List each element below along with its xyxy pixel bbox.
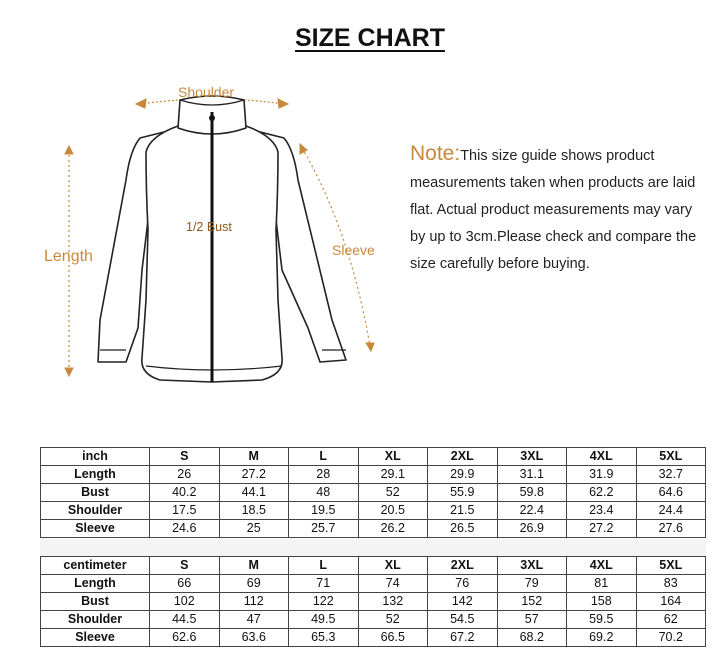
size-note bbox=[410, 140, 710, 278]
header-cell: 2XL bbox=[428, 448, 498, 466]
page-title bbox=[0, 24, 720, 53]
table-cell: 62.2 bbox=[567, 484, 637, 502]
header-cell: centimeter bbox=[41, 557, 150, 575]
table-cell: 52 bbox=[358, 611, 428, 629]
table-cell: 18.5 bbox=[219, 502, 289, 520]
row-label: Bust bbox=[41, 593, 150, 611]
header-cell: L bbox=[289, 557, 359, 575]
header-cell: 3XL bbox=[497, 557, 567, 575]
table-header-row bbox=[41, 557, 706, 575]
header-cell: M bbox=[219, 557, 289, 575]
title-text: SIZE CHART bbox=[295, 24, 445, 52]
table-row bbox=[41, 484, 706, 502]
header-cell: 4XL bbox=[567, 557, 637, 575]
table-cell: 24.6 bbox=[150, 520, 220, 538]
table-cell: 26 bbox=[150, 466, 220, 484]
row-label: Shoulder bbox=[41, 502, 150, 520]
table-cell: 71 bbox=[289, 575, 359, 593]
table-cell: 69.2 bbox=[567, 629, 637, 647]
shoulder-label: Shoulder bbox=[178, 84, 235, 100]
table-cell: 31.9 bbox=[567, 466, 637, 484]
table-row bbox=[41, 520, 706, 538]
note-text: This size guide shows product measurements taken when products are laid flat. Actual product measurements may vary by up to 3cm.Please check and compare the size carefully before buying. bbox=[410, 148, 697, 272]
table-cell: 40.2 bbox=[150, 484, 220, 502]
table-row bbox=[41, 575, 706, 593]
header-cell: 2XL bbox=[428, 557, 498, 575]
table-cell: 66.5 bbox=[358, 629, 428, 647]
table-cell: 26.2 bbox=[358, 520, 428, 538]
table-cell: 20.5 bbox=[358, 502, 428, 520]
table-cell: 76 bbox=[428, 575, 498, 593]
table-cell: 68.2 bbox=[497, 629, 567, 647]
header-cell: XL bbox=[358, 448, 428, 466]
table-cell: 26.5 bbox=[428, 520, 498, 538]
header-cell: S bbox=[150, 557, 220, 575]
row-label: Sleeve bbox=[41, 629, 150, 647]
table-cell: 44.5 bbox=[150, 611, 220, 629]
table-cell: 112 bbox=[219, 593, 289, 611]
table-cell: 27.6 bbox=[636, 520, 706, 538]
table-cell: 21.5 bbox=[428, 502, 498, 520]
table-cell: 74 bbox=[358, 575, 428, 593]
table-cell: 132 bbox=[358, 593, 428, 611]
header-cell: 4XL bbox=[567, 448, 637, 466]
table-cell: 55.9 bbox=[428, 484, 498, 502]
table-cell: 48 bbox=[289, 484, 359, 502]
table-row bbox=[41, 611, 706, 629]
table-cell: 44.1 bbox=[219, 484, 289, 502]
table-cell: 31.1 bbox=[497, 466, 567, 484]
header-cell: L bbox=[289, 448, 359, 466]
table-cell: 66 bbox=[150, 575, 220, 593]
table-cell: 52 bbox=[358, 484, 428, 502]
table-row bbox=[41, 629, 706, 647]
header-cell: S bbox=[150, 448, 220, 466]
table-cell: 63.6 bbox=[219, 629, 289, 647]
table-cell: 62.6 bbox=[150, 629, 220, 647]
note-label: Note: bbox=[410, 142, 461, 165]
table-cell: 27.2 bbox=[219, 466, 289, 484]
table-cell: 28 bbox=[289, 466, 359, 484]
table-cell: 57 bbox=[497, 611, 567, 629]
table-cell: 25.7 bbox=[289, 520, 359, 538]
table-cell: 158 bbox=[567, 593, 637, 611]
table-row bbox=[41, 466, 706, 484]
table-cell: 49.5 bbox=[289, 611, 359, 629]
table-cell: 70.2 bbox=[636, 629, 706, 647]
cm-size-table bbox=[40, 556, 706, 647]
table-cell: 62 bbox=[636, 611, 706, 629]
table-cell: 32.7 bbox=[636, 466, 706, 484]
table-cell: 54.5 bbox=[428, 611, 498, 629]
table-separator bbox=[40, 539, 706, 556]
table-cell: 102 bbox=[150, 593, 220, 611]
table-cell: 24.4 bbox=[636, 502, 706, 520]
table-cell: 29.9 bbox=[428, 466, 498, 484]
table-cell: 27.2 bbox=[567, 520, 637, 538]
table-cell: 25 bbox=[219, 520, 289, 538]
row-label: Bust bbox=[41, 484, 150, 502]
header-cell: 3XL bbox=[497, 448, 567, 466]
table-cell: 59.8 bbox=[497, 484, 567, 502]
table-cell: 122 bbox=[289, 593, 359, 611]
table-cell: 64.6 bbox=[636, 484, 706, 502]
table-cell: 23.4 bbox=[567, 502, 637, 520]
table-cell: 81 bbox=[567, 575, 637, 593]
sleeve-label: Sleeve bbox=[332, 242, 375, 258]
header-cell: 5XL bbox=[636, 448, 706, 466]
bust-label: 1/2 Bust bbox=[186, 220, 232, 234]
header-cell: inch bbox=[41, 448, 150, 466]
table-cell: 83 bbox=[636, 575, 706, 593]
table-cell: 59.5 bbox=[567, 611, 637, 629]
row-label: Shoulder bbox=[41, 611, 150, 629]
row-label: Length bbox=[41, 575, 150, 593]
jacket-illustration bbox=[0, 70, 400, 400]
jacket-outline bbox=[98, 96, 346, 382]
row-label: Sleeve bbox=[41, 520, 150, 538]
row-label: Length bbox=[41, 466, 150, 484]
jacket-diagram bbox=[0, 70, 400, 400]
table-cell: 164 bbox=[636, 593, 706, 611]
length-label: Length bbox=[44, 248, 93, 265]
inch-size-table bbox=[40, 447, 706, 538]
table-row bbox=[41, 593, 706, 611]
table-cell: 29.1 bbox=[358, 466, 428, 484]
zipper-pull bbox=[209, 115, 215, 121]
table-cell: 69 bbox=[219, 575, 289, 593]
header-cell: XL bbox=[358, 557, 428, 575]
table-cell: 26.9 bbox=[497, 520, 567, 538]
table-cell: 22.4 bbox=[497, 502, 567, 520]
header-cell: 5XL bbox=[636, 557, 706, 575]
table-cell: 19.5 bbox=[289, 502, 359, 520]
table-cell: 142 bbox=[428, 593, 498, 611]
table-cell: 152 bbox=[497, 593, 567, 611]
table-cell: 65.3 bbox=[289, 629, 359, 647]
table-cell: 67.2 bbox=[428, 629, 498, 647]
table-header-row bbox=[41, 448, 706, 466]
table-cell: 47 bbox=[219, 611, 289, 629]
table-cell: 79 bbox=[497, 575, 567, 593]
table-row bbox=[41, 502, 706, 520]
header-cell: M bbox=[219, 448, 289, 466]
table-cell: 17.5 bbox=[150, 502, 220, 520]
